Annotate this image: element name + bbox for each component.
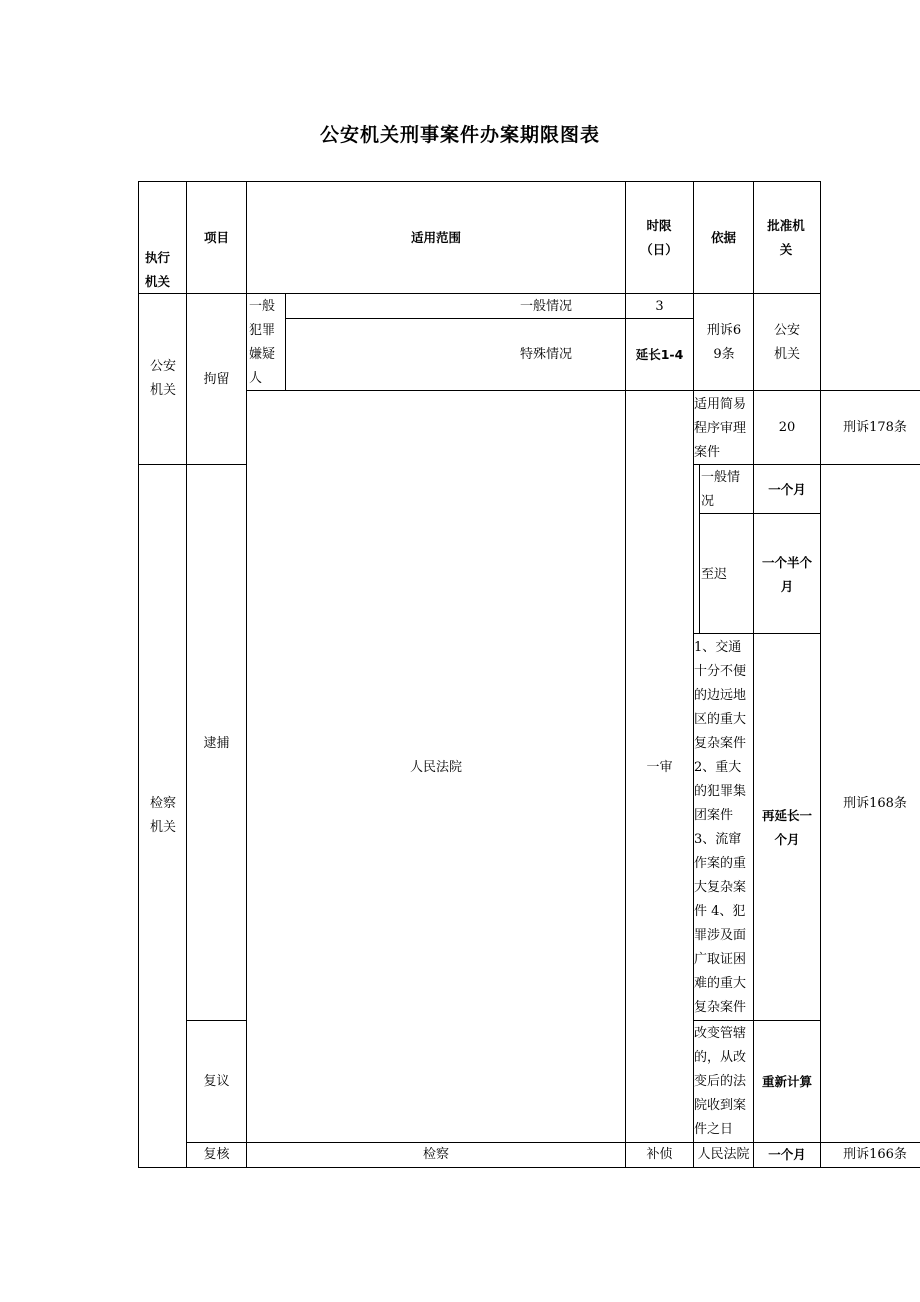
col-divider [625,181,626,1168]
header-item: 项目 [203,230,229,245]
item-reconsider: 复议 [203,1074,230,1089]
item-arrest: 逮捕 [203,736,230,751]
one-and-half-month: 一个半个月 [761,555,812,594]
one-month: 一个月 [768,482,806,497]
row-divider [138,293,821,294]
change-jurisdiction: 改变管辖的，从改变后的法院收到案件之日 [694,1026,747,1137]
col-divider [285,293,286,391]
row-divider [246,390,920,391]
col-divider [699,464,700,634]
basis-166: 刑诉166条 [843,1147,907,1162]
org-procuratorate: 检察机关 [149,796,176,835]
police-approval: 公安机关 [773,323,800,362]
special-days: 延长1-4 [635,347,684,362]
row-divider [138,464,247,465]
page-title: 公安机关刑事案件办案期限图表 [319,124,600,146]
header-limit: 时限（日） [640,218,678,257]
limit-supplementary: 补侦 [646,1147,673,1162]
table-border-bottom [138,1167,920,1168]
item-detention: 拘留 [203,372,230,387]
special-case: 特殊情况 [520,347,573,362]
simple-days: 20 [778,420,796,435]
general-case: 一般情况 [520,299,573,314]
scope-procuratorate: 检察 [422,1147,449,1162]
one-month-review: 一个月 [768,1147,806,1162]
recalculate: 重新计算 [761,1074,812,1089]
extend-one-month: 再延长一个月 [761,808,812,847]
header-basis: 依据 [710,230,736,245]
table-border-top [138,181,821,182]
col-divider [246,181,247,1168]
col-divider [753,181,754,1168]
general-days: 3 [655,299,664,314]
header-executor: 执行机关 [145,250,171,289]
row-divider [693,633,820,634]
col-divider [820,181,821,1168]
general-suspect: 一般犯罪嫌疑人 [249,299,276,386]
item-review: 复核 [203,1147,230,1162]
scope-court: 人民法院 [409,760,462,775]
limit-first-instance: 一审 [646,760,673,775]
basis-178: 刑诉178条 [843,420,907,435]
basis-168: 刑诉168条 [843,796,907,811]
normal-situation: 一般情况 [701,470,741,509]
complex-cases: 1、交通十分不便的边远地区的重大复杂案件 2、重大的犯罪集团案件 3、流窜作案的重大复杂案件 4、犯罪涉及面广取证困难的重大复杂案件 [694,640,747,1015]
row-divider [693,1020,820,1021]
header-scope: 适用范围 [410,230,461,245]
org-police: 公安机关 [149,359,176,398]
latest: 至迟 [701,567,728,582]
col-divider [186,181,187,1168]
row-divider [186,1020,247,1021]
header-approval: 批准机关 [767,218,805,257]
basis-court: 人民法院 [697,1147,750,1162]
table-border-left [138,181,139,1168]
simple-procedure: 适用简易程序审理案件 [694,397,747,460]
basis-69: 刑诉69条 [706,323,742,362]
